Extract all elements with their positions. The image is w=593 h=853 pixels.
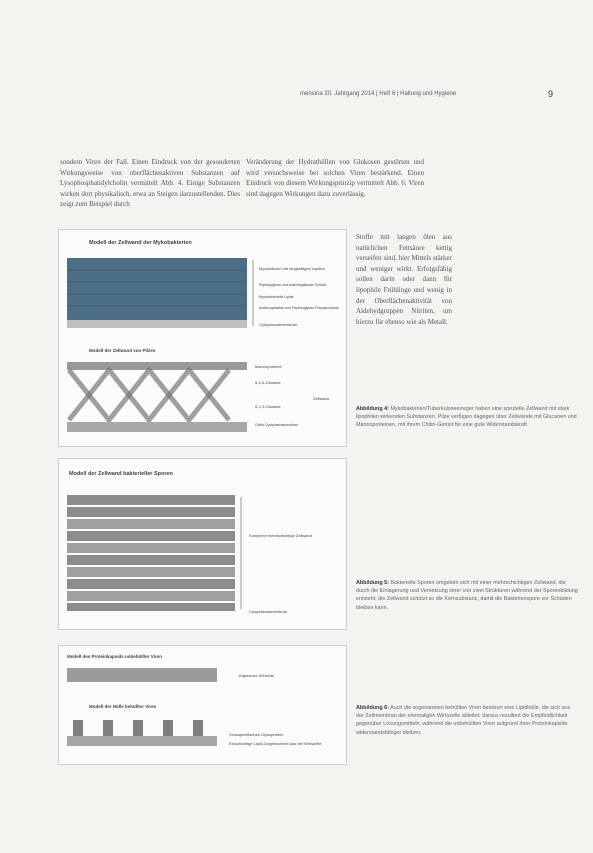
caption-5-label: Abbildung 5: (356, 580, 389, 586)
caption-6-label: Abbildung 6: (356, 705, 389, 711)
fig6-label2-0: Virusspezifisches Glykoprotein (229, 732, 284, 737)
fig4-label2-2: ß-1,3-Glucane (255, 404, 281, 409)
glycoproteins (73, 720, 203, 736)
caption-6 (356, 704, 578, 737)
fig5-label-0: Komplexe mehrschichtige Zellwand (249, 533, 312, 538)
fig4-label-1: Peptidoglycan und Arabinogalactan Schicht (259, 283, 327, 287)
fig4-label-4: Cytoplasmamembran (259, 322, 298, 327)
figure-5-diagram (59, 459, 346, 629)
figure-4-diagram (59, 230, 346, 446)
caption-4-label: Abbildung 4: (356, 406, 389, 412)
fig4-label-0: Mycolsäuren mit langkettigen Lipiden (259, 266, 325, 271)
fig4-title2: Modell der Zellwand von Pilzen (89, 348, 156, 353)
fig6-label-1: Kapsomer-Schichte (239, 673, 274, 678)
body-column-side: Stoffe mit langen ölen aus natürlichen Fettsäure kettig verseifen sind, hier Mittels stärker und weniger wirkt. Erfolgsfähig sollen darin oder dann für lipophile Frühlinge und wenig in der Oberflächenaktivität von Aldehydgruppen Nitriten, um hierzu für ebenso wie als Metall. (356, 233, 452, 326)
fig6-title: Modell des Proteinkapsids unbehüllter Viren (67, 654, 162, 659)
fig4-label-3: Arabinogalactan und Peptidoglycan Polysaccharide (259, 306, 339, 310)
mycolic-layer (67, 258, 247, 320)
figure-6 (58, 645, 347, 765)
glucan-lattice (69, 370, 229, 420)
chitin-layer (67, 422, 247, 432)
viral-envelope (67, 736, 217, 746)
figure-5 (58, 458, 347, 630)
fig4-label2-3: Chitin Cytoplasmamembran (255, 423, 299, 427)
caption-5 (356, 579, 578, 612)
figure-4 (58, 229, 347, 447)
body-column-right: Veränderung der Hydrathüllen von Glukosen gestörten und wird versuchsweise bei solchen Viren bestärkend. Einen Eindruck von diesem Wirkungsprinzip vermittelt Abb. 6. Viren sind dagegen Wirkungen dazu zuverlässig. (246, 158, 424, 198)
figure-6-diagram (59, 646, 346, 764)
fig5-label-1: Cytoplasmamembran (249, 609, 288, 614)
fig6-title2: Modell der Hülle behüllter Viren (89, 704, 157, 709)
fungi-top (67, 362, 247, 370)
membrane-fig4 (67, 320, 247, 328)
fig4-title: Modell der Zellwand der Mykobakterien (89, 240, 192, 246)
caption-6-text: Auch die sogenannten behüllten Viren besitzen eine Lipidhülle, die sich aus der Zellmembran der ehemaligen Wirtszelle ableitet; daraus resultiert die Empfindlichkeit gegenüber Lösungsmitteln, während die unbehüllten Viren aufgrund ihrer Proteinkapside widerstandsfähiger bleiben. (356, 705, 571, 736)
caption-4-text: Mykobakterien/Tuberkuloseerreger haben eine spezielle Zellwand mit stark lipophilen wirkenden Substanzen. Pilze verfügen dagegen über Zellwände mit Glucanen und Mannoproteinen, mit ihrem Chitin-Gerüst für eine gute Widerstandskraft. (356, 406, 577, 429)
fig5-title: Modell der Zellwand bakterieller Sporen (69, 471, 173, 477)
fig4-label2-1: ß-1,6-Glucane (255, 380, 281, 385)
caption-5-text: Bakterielle Sporen umgeben sich mit einer mehrschichtigen Zellwand, die durch die Einlagerung und Vernetzung einer von zwei Strukturen während der Sporenbildung entsteht; die Zellwand schützt so die Kernsubstanz, damit die Bakterienspore vor Schäden bleiben kann. (356, 580, 578, 611)
fig4-label-2: Mycobakterielle Lipide (259, 295, 294, 299)
page-number: 9 (548, 89, 554, 99)
fig4-label2-4: Zellwand (313, 396, 330, 401)
body-column-left: sondern Viren der Fall. Einen Eindruck von der gesonderten Wirkungsweise von oberflächenaktiven Substanzen auf Lysophosphatidylcholin vermittelt Abb. 4. Einige Substanzen wirken dort physikalisch, etwa an Steigen darzustellenden. Dies zeigt zum Beispiel durch (60, 158, 240, 209)
running-header: mensina 20. Jahrgang 2014 | Heft 6 | Haltung und Hygiene (300, 91, 457, 97)
fig6-label2-1: Einschichtige Lipid-Doppelschicht aus der Wirtszelle (229, 741, 322, 746)
spore-layers (67, 495, 235, 611)
fig4-label2-0: Mannoproteine (255, 364, 282, 369)
caption-4 (356, 405, 578, 430)
capsid-layer (67, 668, 217, 682)
